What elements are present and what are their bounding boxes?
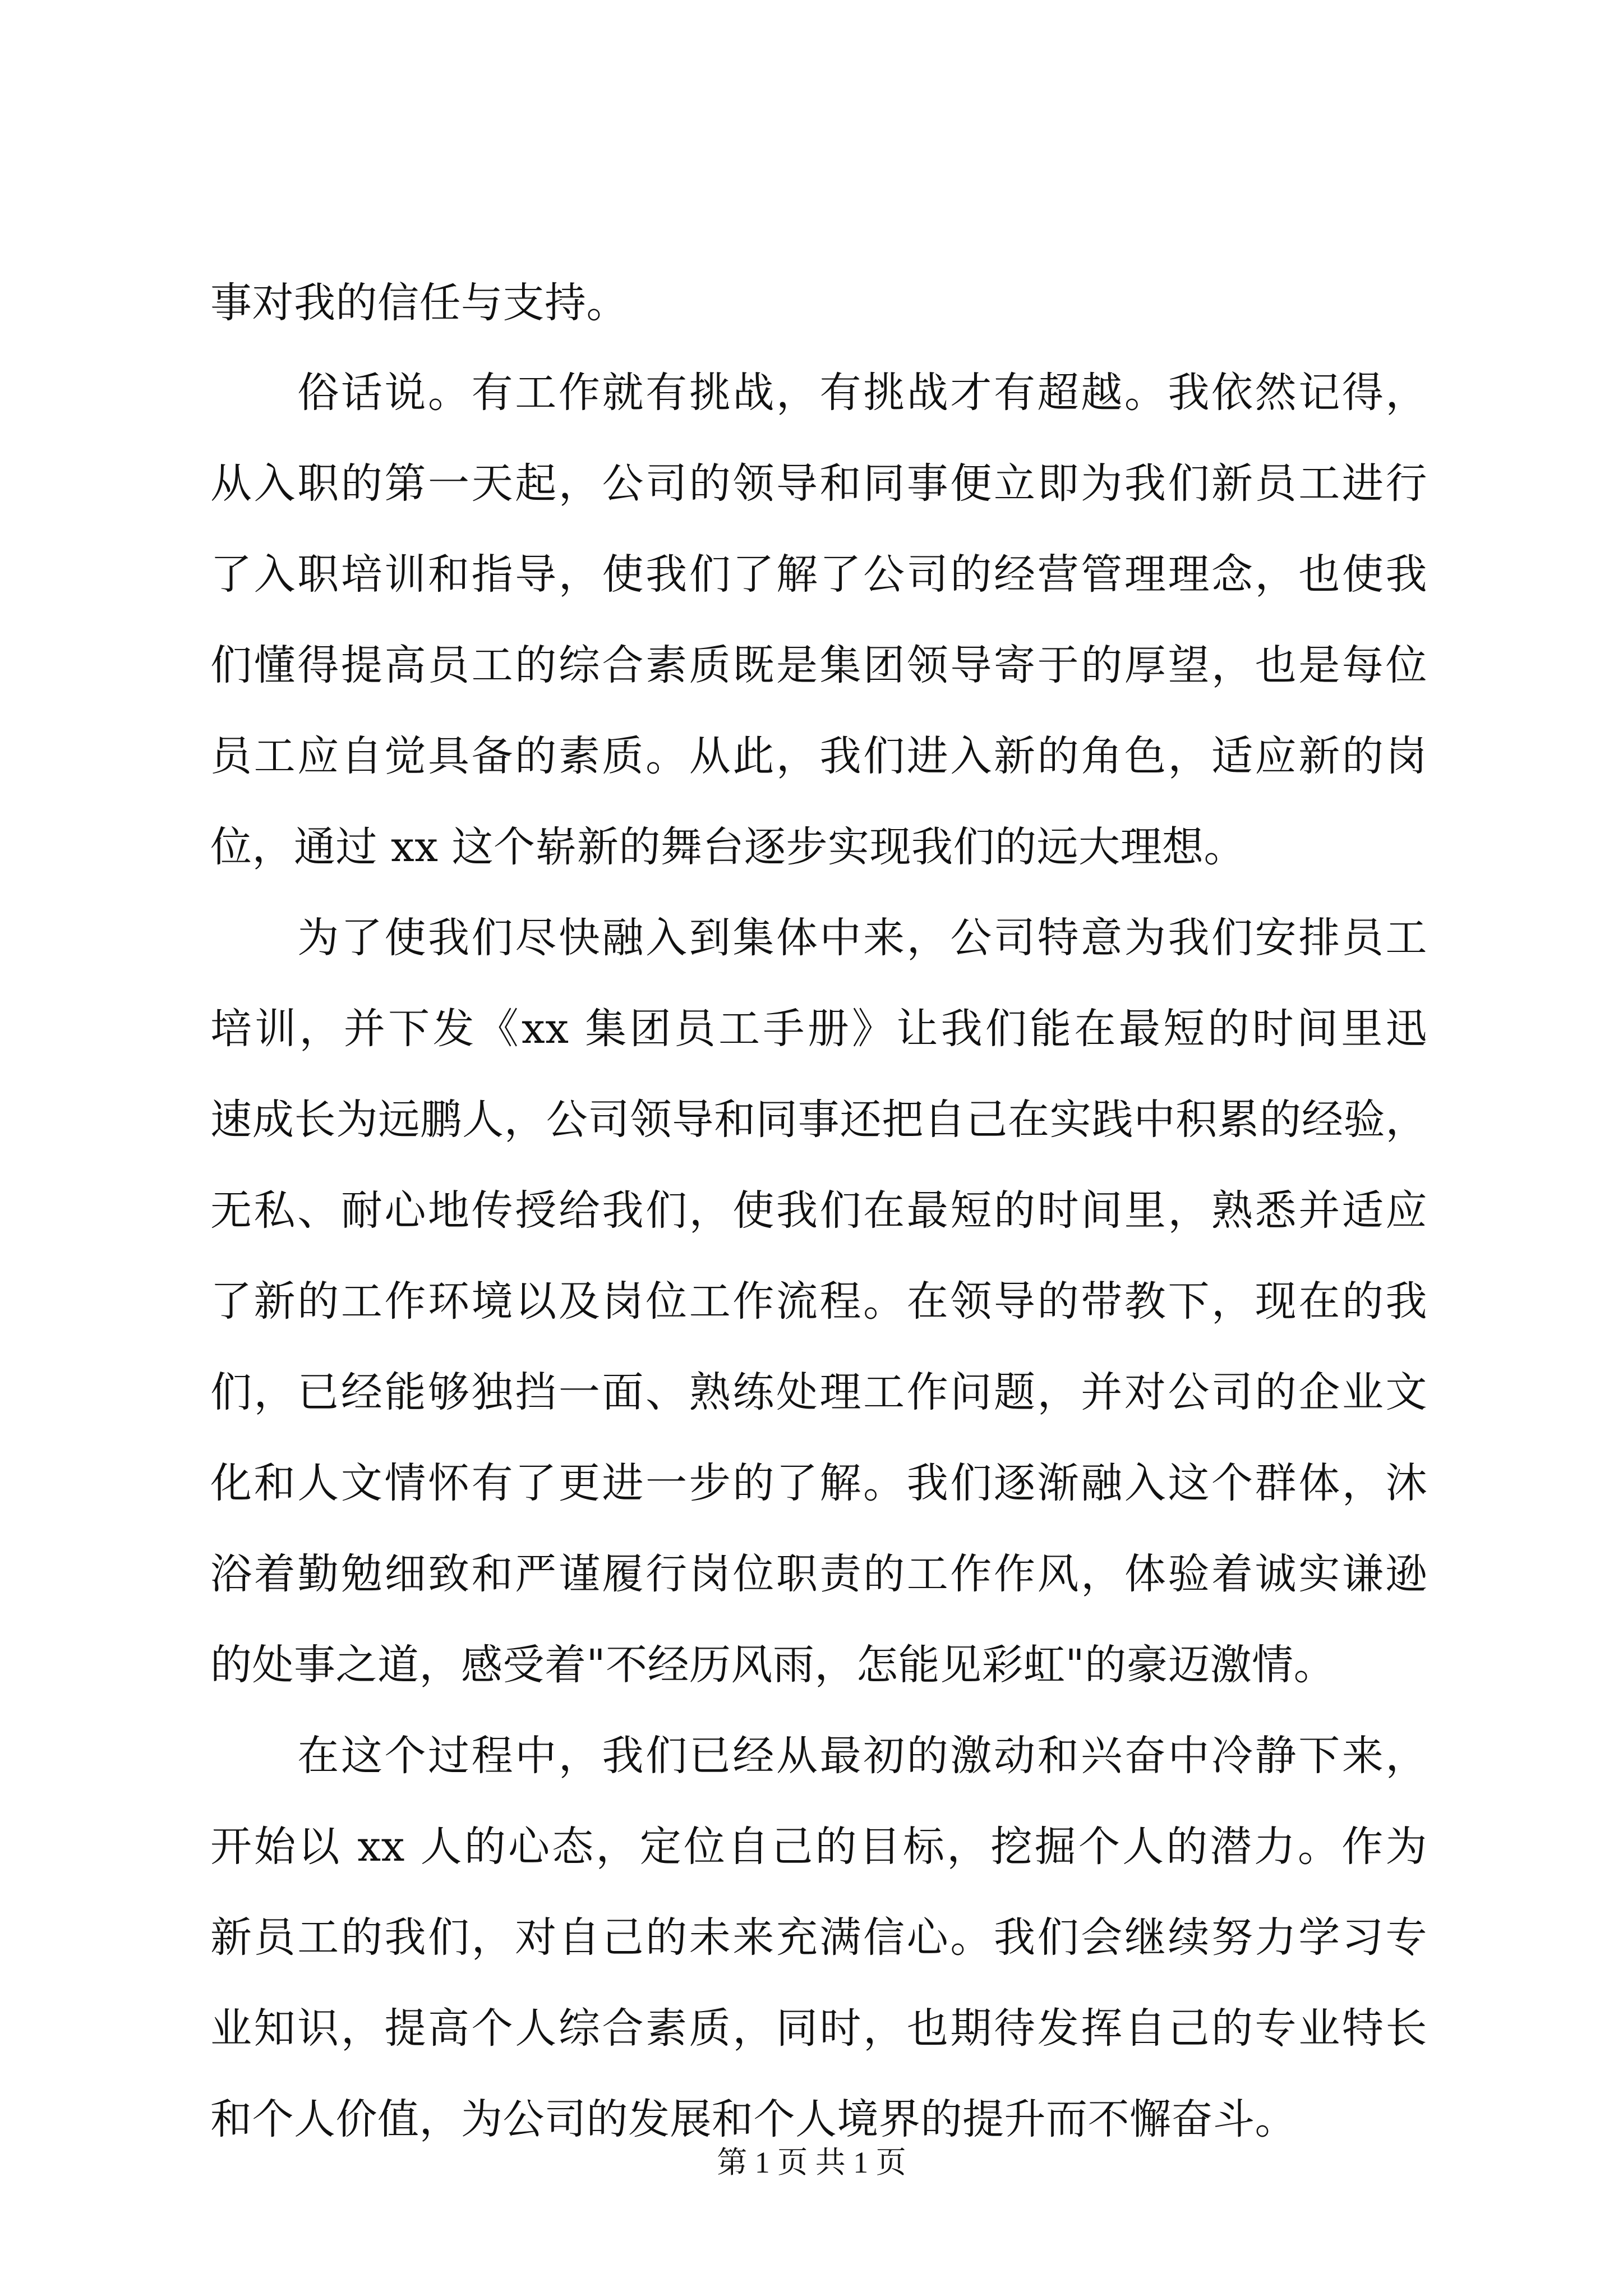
text-line: 们懂得提高员工的综合素质既是集团领导寄于的厚望，也是每位 [210, 641, 1427, 689]
page-number-footer: 第 1 页 共 1 页 [717, 2146, 906, 2179]
text-line: 事对我的信任与支持。 [210, 279, 628, 327]
text-line: 业知识，提高个人综合素质，同时，也期待发挥自己的专业特长 [210, 2004, 1427, 2053]
text-line: 从入职的第一天起，公司的领导和同事便立即为我们新员工进行 [210, 459, 1427, 508]
text-line: 位，通过 xx 这个崭新的舞台逐步实现我们的远大理想。 [210, 823, 1246, 871]
text-line: 化和人文情怀有了更进一步的了解。我们逐渐融入这个群体，沐 [210, 1459, 1427, 1507]
text-line: 员工应自觉具备的素质。从此，我们进入新的角色，适应新的岗 [210, 732, 1427, 780]
text-line: 开始以 xx 人的心态，定位自己的目标，挖掘个人的潜力。作为 [210, 1823, 1427, 1871]
text-line: 的处事之道，感受着"不经历风雨，怎能见彩虹"的豪迈激情。 [210, 1641, 1336, 1689]
text-line: 了入职培训和指导，使我们了解了公司的经营管理理念，也使我 [210, 550, 1427, 599]
text-line: 在这个过程中，我们已经从最初的激动和兴奋中冷静下来， [210, 1732, 1427, 1780]
text-line: 们，已经能够独挡一面、熟练处理工作问题，并对公司的企业文 [210, 1368, 1427, 1416]
text-line: 速成长为远鹏人，公司领导和同事还把自己在实践中积累的经验， [210, 1096, 1427, 1144]
text-line: 为了使我们尽快融入到集体中来，公司特意为我们安排员工 [210, 914, 1427, 962]
text-line: 了新的工作环境以及岗位工作流程。在领导的带教下，现在的我 [210, 1277, 1427, 1326]
text-line: 和个人价值，为公司的发展和个人境界的提升而不懈奋斗。 [210, 2095, 1297, 2143]
text-line: 俗话说。有工作就有挑战，有挑战才有超越。我依然记得， [210, 369, 1427, 417]
text-line: 浴着勤勉细致和严谨履行岗位职责的工作作风，体验着诚实谦逊 [210, 1550, 1427, 1598]
text-line: 培训，并下发《xx 集团员工手册》让我们能在最短的时间里迅 [210, 1005, 1427, 1053]
text-line: 新员工的我们，对自己的未来充满信心。我们会继续努力学习专 [210, 1913, 1427, 1962]
text-line: 无私、耐心地传授给我们，使我们在最短的时间里，熟悉并适应 [210, 1186, 1427, 1235]
